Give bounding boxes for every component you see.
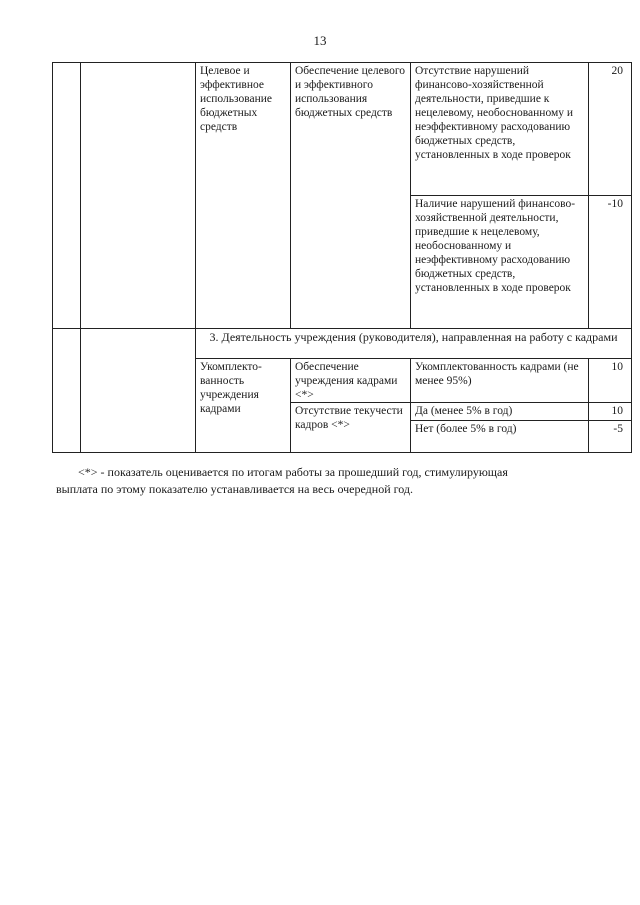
condition-cell: Укомплектованность кадрами (не менее 95%): [411, 359, 589, 403]
footnote: [56, 464, 604, 498]
indicator-cell: Отсутствие текучести кадров <*>: [291, 403, 411, 453]
table-row: [53, 329, 632, 359]
footnote-line: <*> - показатель оценивается по итогам работы за прошедший год, стимулирующая: [78, 465, 508, 479]
criterion-cell: Укомплекто-ванность учреждения кадрами: [196, 359, 291, 453]
criterion-cell: Целевое и эффективное использование бюджетных средств: [196, 63, 291, 329]
condition-cell: Отсутствие нарушений финансово-хозяйственной деятельности, приведшие к нецелевому, необоснованному и неэффективному расходованию бюджетных средств, установленных в ходе проверок: [411, 63, 589, 196]
page-number: 13: [313, 33, 327, 48]
section-title: 3. Деятельность учреждения (руководителя), направленная на работу с кадрами: [196, 329, 632, 359]
indicator-cell: Обеспечение целевого и эффективного использования бюджетных средств: [291, 63, 411, 329]
score-cell: 10: [589, 403, 632, 421]
criterion-group-cell: [81, 63, 196, 329]
condition-cell: Наличие нарушений финансово-хозяйственной деятельности, приведшие к нецелевому, необоснованному и неэффективному расходованию бюджетных средств, установленных в ходе проверок: [411, 196, 589, 329]
criteria-table: [52, 62, 632, 453]
number-cell: [53, 63, 81, 329]
condition-cell: Да (менее 5% в год): [411, 403, 589, 421]
score-cell: 10: [589, 359, 632, 403]
table-row: [53, 63, 632, 196]
condition-cell: Нет (более 5% в год): [411, 421, 589, 453]
score-cell: 20: [589, 63, 632, 196]
footnote-line: выплата по этому показателю устанавливается на весь очередной год.: [56, 482, 413, 496]
score-cell: -10: [589, 196, 632, 329]
indicator-cell: Обеспечение учреждения кадрами <*>: [291, 359, 411, 403]
score-cell: -5: [589, 421, 632, 453]
number-cell: [53, 329, 81, 453]
criterion-group-cell: [81, 329, 196, 453]
